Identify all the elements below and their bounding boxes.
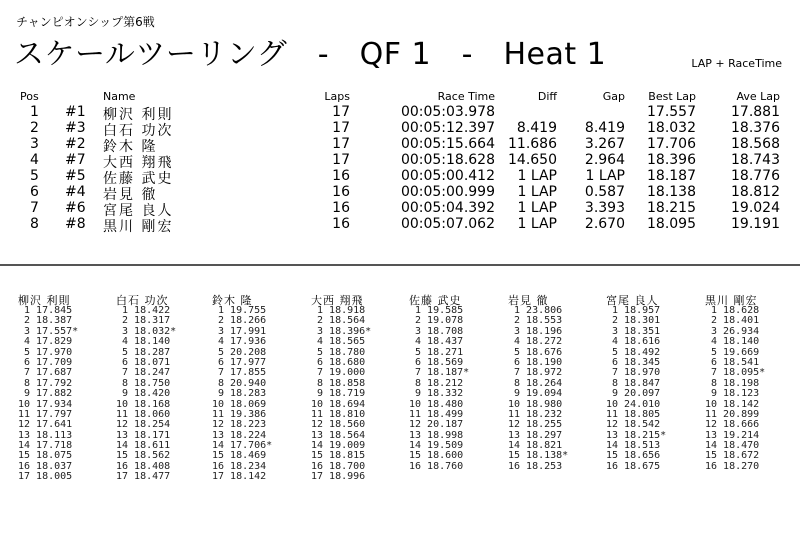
lap-column — [212, 292, 308, 483]
lap-time-entry: 15 18.672 — [705, 450, 760, 462]
lap-time-entry: 9 18.332 — [409, 388, 464, 400]
result-gap: 1 LAP — [585, 168, 625, 184]
lap-time-entry: 9 18.123 — [705, 388, 760, 400]
lap-time-entry: 10 18.168 — [116, 398, 171, 410]
lap-time-entry: 6 17.977 — [212, 356, 267, 368]
result-time: 00:05:03.978 — [400, 104, 495, 120]
lap-time-entry: 14 18.513 — [606, 440, 661, 452]
lap-time-entry: 3 18.351 — [606, 325, 661, 337]
result-diff: 11.686 — [508, 136, 557, 152]
lap-time-entry: 15 18.469 — [212, 450, 267, 462]
lap-time-entry: 16 18.234 — [212, 460, 267, 472]
lap-column-driver: 岩見 徹 — [508, 294, 549, 307]
lap-time-entry: 4 18.140 — [705, 336, 760, 348]
lap-time-entry: 5 19.669 — [705, 346, 760, 358]
result-laps: 16 — [332, 200, 350, 216]
result-row — [0, 216, 800, 235]
lap-column — [705, 292, 800, 472]
lap-time-entry: 14 19.009 — [311, 440, 366, 452]
lap-time-entry: 6 18.680 — [311, 356, 366, 368]
event-subtitle: チャンピオンシップ第6戦 — [16, 15, 155, 29]
lap-time-entry: 7 17.687 — [18, 367, 73, 379]
result-time: 00:05:04.392 — [400, 200, 495, 216]
result-gap: 3.267 — [584, 136, 625, 152]
lap-time-entry: 11 19.386 — [212, 408, 267, 420]
result-gap: 8.419 — [584, 120, 625, 136]
result-time: 00:05:18.628 — [400, 152, 495, 168]
lap-column-driver: 大西 翔飛 — [311, 294, 364, 307]
lap-time-entry: 3 18.196 — [508, 325, 563, 337]
lap-time-entry: 15 18.656 — [606, 450, 661, 462]
lap-time-entry: 2 18.387 — [18, 315, 73, 327]
result-row — [0, 184, 800, 203]
lap-time-entry: 16 18.253 — [508, 460, 563, 472]
result-name: 白石 功次 — [103, 123, 174, 139]
result-ave: 19.191 — [731, 216, 780, 232]
header-pos: Pos — [20, 90, 39, 103]
lap-time-entry: 8 18.212 — [409, 377, 464, 389]
lap-time-entry: 12 17.641 — [18, 419, 73, 431]
lap-time-entry: 6 18.569 — [409, 356, 464, 368]
lap-time-entry: 2 18.301 — [606, 315, 661, 327]
result-laps: 17 — [332, 152, 350, 168]
lap-time-entry: 3 17.991 — [212, 325, 267, 337]
lap-time-entry: 14 17.706* — [212, 440, 273, 452]
lap-time-entry: 1 23.806 — [508, 305, 563, 316]
result-time: 00:05:15.664 — [400, 136, 495, 152]
lap-time-entry: 8 18.198 — [705, 377, 760, 389]
lap-time-entry: 1 18.422 — [116, 305, 171, 316]
result-best: 17.706 — [647, 136, 696, 152]
lap-time-entry: 14 19.509 — [409, 440, 464, 452]
lap-time-entry: 1 17.845 — [18, 305, 73, 316]
result-row — [0, 120, 800, 139]
result-num: #8 — [65, 216, 86, 232]
result-diff: 1 LAP — [517, 216, 557, 232]
result-time: 00:05:07.062 — [400, 216, 495, 232]
lap-time-entry: 8 18.750 — [116, 377, 171, 389]
lap-time-entry: 1 19.585 — [409, 305, 464, 316]
result-gap: 2.964 — [584, 152, 625, 168]
lap-time-entry: 6 18.190 — [508, 356, 563, 368]
result-time: 00:05:12.397 — [400, 120, 495, 136]
lap-time-entry: 4 17.829 — [18, 336, 73, 348]
lap-time-entry: 17 18.996 — [311, 471, 366, 483]
result-name: 宮尾 良人 — [103, 203, 174, 219]
lap-time-entry: 9 18.719 — [311, 388, 366, 400]
result-pos: 7 — [30, 200, 39, 216]
result-best: 18.032 — [647, 120, 696, 136]
lap-column — [311, 292, 407, 483]
lap-time-entry: 17 18.005 — [18, 471, 73, 483]
lap-time-entry: 4 18.272 — [508, 336, 563, 348]
lap-time-entry: 3 18.396* — [311, 325, 372, 337]
result-laps: 16 — [332, 216, 350, 232]
lap-time-entry: 10 18.142 — [705, 398, 760, 410]
lap-time-entry: 11 18.810 — [311, 408, 366, 420]
lap-time-entry: 4 18.140 — [116, 336, 171, 348]
result-name: 鈴木 隆 — [103, 139, 158, 155]
lap-time-entry: 16 18.760 — [409, 460, 464, 472]
result-pos: 6 — [30, 184, 39, 200]
result-pos: 3 — [30, 136, 39, 152]
result-name: 黒川 剛宏 — [103, 219, 174, 235]
result-diff: 1 LAP — [517, 168, 557, 184]
lap-column — [606, 292, 702, 472]
lap-time-entry: 14 18.470 — [705, 440, 760, 452]
result-time: 00:05:00.999 — [400, 184, 495, 200]
result-ave: 18.568 — [731, 136, 780, 152]
header-best-lap: Best Lap — [648, 90, 696, 103]
lap-time-entry: 15 18.815 — [311, 450, 366, 462]
result-best: 18.215 — [647, 200, 696, 216]
result-name: 大西 翔飛 — [103, 155, 174, 171]
lap-time-entry: 4 17.936 — [212, 336, 267, 348]
lap-time-entry: 13 18.998 — [409, 429, 464, 441]
result-num: #6 — [65, 200, 86, 216]
result-num: #7 — [65, 152, 86, 168]
result-best: 18.138 — [647, 184, 696, 200]
result-ave: 19.024 — [731, 200, 780, 216]
lap-time-entry: 6 18.071 — [116, 356, 171, 368]
lap-time-entry: 14 18.611 — [116, 440, 171, 452]
lap-time-entry: 10 18.480 — [409, 398, 464, 410]
lap-time-entry: 12 18.223 — [212, 419, 267, 431]
lap-time-entry: 4 18.565 — [311, 336, 366, 348]
result-best: 18.396 — [647, 152, 696, 168]
lap-column — [508, 292, 604, 472]
lap-time-entry: 13 19.214 — [705, 429, 760, 441]
lap-time-entry: 7 18.247 — [116, 367, 171, 379]
lap-time-entry: 10 18.694 — [311, 398, 366, 410]
lap-time-entry: 11 18.805 — [606, 408, 661, 420]
header-laps: Laps — [324, 90, 350, 103]
lap-time-entry: 5 18.492 — [606, 346, 661, 358]
lap-time-entry: 7 18.972 — [508, 367, 563, 379]
lap-time-entry: 2 18.317 — [116, 315, 171, 327]
lap-column — [409, 292, 505, 472]
header-diff: Diff — [537, 90, 557, 103]
lap-time-entry: 4 18.437 — [409, 336, 464, 348]
result-laps: 17 — [332, 120, 350, 136]
lap-time-entry: 12 18.254 — [116, 419, 171, 431]
result-diff: 14.650 — [508, 152, 557, 168]
lap-column-driver: 黒川 剛宏 — [705, 294, 758, 307]
lap-time-entry: 11 20.899 — [705, 408, 760, 420]
lap-time-entry: 10 17.934 — [18, 398, 73, 410]
result-gap: 0.587 — [584, 184, 625, 200]
result-laps: 16 — [332, 168, 350, 184]
lap-time-entry: 8 18.858 — [311, 377, 366, 389]
lap-time-entry: 13 18.113 — [18, 429, 73, 441]
result-num: #1 — [65, 104, 86, 120]
lap-time-entry: 12 18.255 — [508, 419, 563, 431]
lap-time-entry: 9 18.283 — [212, 388, 267, 400]
lap-time-entry: 8 17.792 — [18, 377, 73, 389]
result-ave: 18.376 — [731, 120, 780, 136]
lap-time-entry: 6 18.541 — [705, 356, 760, 368]
lap-time-entry: 9 18.420 — [116, 388, 171, 400]
lap-time-entry: 12 20.187 — [409, 419, 464, 431]
lap-time-entry: 11 17.797 — [18, 408, 73, 420]
result-best: 17.557 — [647, 104, 696, 120]
lap-time-entry: 2 18.266 — [212, 315, 267, 327]
lap-time-entry: 17 18.142 — [212, 471, 267, 483]
header-race-time: Race Time — [437, 90, 495, 103]
lap-column-driver: 白石 功次 — [116, 294, 169, 307]
lap-time-entry: 13 18.171 — [116, 429, 171, 441]
lap-time-entry: 3 26.934 — [705, 325, 760, 337]
result-row — [0, 104, 800, 123]
results-header-row — [0, 90, 800, 104]
lap-time-entry: 2 18.401 — [705, 315, 760, 327]
lap-time-entry: 5 18.780 — [311, 346, 366, 358]
lap-time-entry: 13 18.564 — [311, 429, 366, 441]
lap-time-entry: 17 18.477 — [116, 471, 171, 483]
result-num: #2 — [65, 136, 86, 152]
result-ave: 18.812 — [731, 184, 780, 200]
lap-time-entry: 11 18.499 — [409, 408, 464, 420]
lap-time-entry: 13 18.224 — [212, 429, 267, 441]
result-name: 岩見 徹 — [103, 187, 158, 203]
lap-time-entry: 3 18.032* — [116, 325, 177, 337]
lap-time-entry: 7 17.855 — [212, 367, 267, 379]
result-laps: 17 — [332, 136, 350, 152]
result-ave: 18.776 — [731, 168, 780, 184]
result-time: 00:05:00.412 — [400, 168, 495, 184]
result-best: 18.187 — [647, 168, 696, 184]
lap-time-entry: 3 17.557* — [18, 325, 79, 337]
result-pos: 5 — [30, 168, 39, 184]
result-format-label: LAP + RaceTime — [691, 57, 782, 70]
result-diff: 8.419 — [516, 120, 557, 136]
lap-time-entry: 12 18.666 — [705, 419, 760, 431]
lap-time-entry: 15 18.600 — [409, 450, 464, 462]
lap-time-entry: 2 19.078 — [409, 315, 464, 327]
lap-time-entry: 11 18.232 — [508, 408, 563, 420]
lap-time-entry: 7 19.000 — [311, 367, 366, 379]
lap-column-driver: 佐藤 武史 — [409, 294, 462, 307]
result-row — [0, 200, 800, 219]
lap-time-entry: 14 17.718 — [18, 440, 73, 452]
lap-column-driver: 柳沢 利則 — [18, 294, 71, 307]
lap-time-entry: 8 18.264 — [508, 377, 563, 389]
lap-time-entry: 9 20.097 — [606, 388, 661, 400]
lap-time-entry: 3 18.708 — [409, 325, 464, 337]
lap-time-entry: 7 18.970 — [606, 367, 661, 379]
result-name: 柳沢 利則 — [103, 107, 174, 123]
results-table — [0, 90, 800, 235]
lap-time-entry: 15 18.075 — [18, 450, 73, 462]
result-pos: 8 — [30, 216, 39, 232]
result-diff: 1 LAP — [517, 200, 557, 216]
lap-time-entry: 5 18.271 — [409, 346, 464, 358]
result-laps: 17 — [332, 104, 350, 120]
result-num: #4 — [65, 184, 86, 200]
lap-time-entry: 10 24.010 — [606, 398, 661, 410]
result-pos: 1 — [30, 104, 39, 120]
lap-time-entry: 15 18.138* — [508, 450, 569, 462]
result-best: 18.095 — [647, 216, 696, 232]
lap-time-entry: 10 18.980 — [508, 398, 563, 410]
lap-column-driver: 宮尾 良人 — [606, 294, 659, 307]
lap-time-entry: 12 18.542 — [606, 419, 661, 431]
lap-time-entry: 1 18.918 — [311, 305, 366, 316]
result-gap: 2.670 — [584, 216, 625, 232]
lap-time-entry: 1 19.755 — [212, 305, 267, 316]
result-pos: 2 — [30, 120, 39, 136]
result-ave: 17.881 — [731, 104, 780, 120]
lap-column — [18, 292, 114, 483]
section-divider — [0, 264, 800, 266]
lap-time-entry: 2 18.553 — [508, 315, 563, 327]
header-name: Name — [103, 90, 136, 103]
header-ave-lap: Ave Lap — [736, 90, 780, 103]
lap-time-entry: 16 18.037 — [18, 460, 73, 472]
result-diff: 1 LAP — [517, 184, 557, 200]
lap-time-entry: 4 18.616 — [606, 336, 661, 348]
lap-time-entry: 7 18.187* — [409, 367, 470, 379]
lap-time-entry: 12 18.560 — [311, 419, 366, 431]
lap-time-entry: 5 20.208 — [212, 346, 267, 358]
result-row — [0, 152, 800, 171]
lap-time-entry: 13 18.215* — [606, 429, 667, 441]
result-gap: 3.393 — [584, 200, 625, 216]
result-row — [0, 168, 800, 187]
lap-time-entry: 6 18.345 — [606, 356, 661, 368]
lap-time-entry: 5 18.676 — [508, 346, 563, 358]
result-laps: 16 — [332, 184, 350, 200]
lap-time-entry: 10 18.069 — [212, 398, 267, 410]
lap-time-entry: 5 17.970 — [18, 346, 73, 358]
result-row — [0, 136, 800, 155]
lap-time-entry: 9 17.882 — [18, 388, 73, 400]
lap-time-entry: 16 18.408 — [116, 460, 171, 472]
lap-time-entry: 1 18.957 — [606, 305, 661, 316]
lap-time-entry: 11 18.060 — [116, 408, 171, 420]
lap-time-entry: 2 18.564 — [311, 315, 366, 327]
lap-time-entry: 1 18.628 — [705, 305, 760, 316]
lap-time-entry: 8 18.847 — [606, 377, 661, 389]
lap-time-entry: 7 18.095* — [705, 367, 766, 379]
race-title: スケールツーリング - QF 1 - Heat 1 — [14, 37, 607, 72]
lap-column-driver: 鈴木 隆 — [212, 294, 253, 307]
lap-time-entry: 9 19.094 — [508, 388, 563, 400]
lap-time-entry: 16 18.675 — [606, 460, 661, 472]
lap-time-entry: 14 18.821 — [508, 440, 563, 452]
result-num: #5 — [65, 168, 86, 184]
result-num: #3 — [65, 120, 86, 136]
lap-time-entry: 16 18.700 — [311, 460, 366, 472]
lap-time-entry: 13 18.297 — [508, 429, 563, 441]
result-pos: 4 — [30, 152, 39, 168]
lap-time-entry: 8 20.940 — [212, 377, 267, 389]
lap-time-entry: 6 17.709 — [18, 356, 73, 368]
lap-time-entry: 5 18.287 — [116, 346, 171, 358]
result-ave: 18.743 — [731, 152, 780, 168]
lap-time-entry: 15 18.562 — [116, 450, 171, 462]
header-gap: Gap — [602, 90, 625, 103]
lap-time-entry: 16 18.270 — [705, 460, 760, 472]
lap-column — [116, 292, 212, 483]
result-name: 佐藤 武史 — [103, 171, 174, 187]
